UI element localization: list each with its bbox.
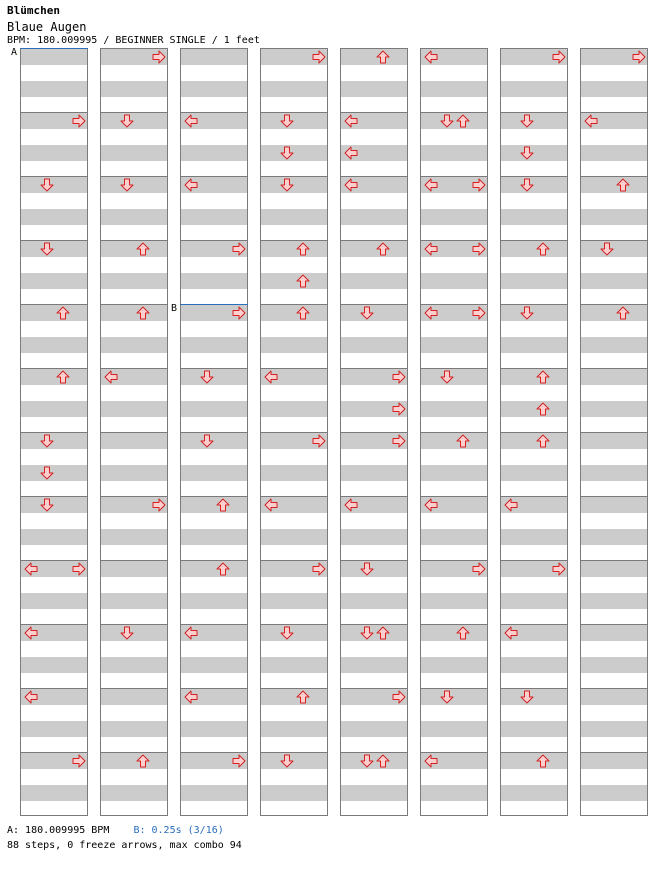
measure-line <box>181 240 247 241</box>
arrow-down-icon <box>280 178 294 192</box>
measure-line <box>181 112 247 113</box>
measure-line <box>341 496 407 497</box>
measure-line <box>501 112 567 113</box>
arrow-up-icon <box>536 434 550 448</box>
arrow-up-icon <box>136 242 150 256</box>
arrow-right-icon <box>232 306 246 320</box>
measure-line <box>581 304 647 305</box>
arrow-right-icon <box>632 50 646 64</box>
arrow-up-icon <box>536 402 550 416</box>
arrow-down-icon <box>40 466 54 480</box>
arrow-down-icon <box>280 114 294 128</box>
arrow-right-icon <box>152 498 166 512</box>
measure-line <box>101 688 167 689</box>
arrow-down-icon <box>520 146 534 160</box>
arrow-down-icon <box>440 370 454 384</box>
arrow-down-icon <box>440 114 454 128</box>
measure-line <box>341 176 407 177</box>
arrow-down-icon <box>40 242 54 256</box>
measure-line <box>181 624 247 625</box>
arrow-right-icon <box>552 562 566 576</box>
arrow-right-icon <box>472 306 486 320</box>
arrow-left-icon <box>104 370 118 384</box>
arrow-right-icon <box>392 402 406 416</box>
measure-line <box>101 560 167 561</box>
arrow-down-icon <box>280 626 294 640</box>
step-stats: 88 steps, 0 freeze arrows, max combo 94 <box>7 840 242 851</box>
measure-line <box>341 752 407 753</box>
arrow-left-icon <box>424 50 438 64</box>
measure-line <box>101 240 167 241</box>
bpm-line-b <box>180 304 248 305</box>
arrow-down-icon <box>520 178 534 192</box>
arrow-left-icon <box>504 498 518 512</box>
arrow-up-icon <box>376 754 390 768</box>
arrow-left-icon <box>344 146 358 160</box>
chart-column-5 <box>340 48 408 816</box>
bpm-line-a <box>20 48 88 49</box>
arrow-left-icon <box>424 242 438 256</box>
measure-line <box>581 560 647 561</box>
chart-column-6 <box>420 48 488 816</box>
measure-line <box>501 176 567 177</box>
chart-column-1 <box>20 48 88 816</box>
arrow-right-icon <box>472 242 486 256</box>
measure-line <box>421 112 487 113</box>
arrow-left-icon <box>424 178 438 192</box>
arrow-left-icon <box>344 498 358 512</box>
measure-line <box>21 240 87 241</box>
arrow-right-icon <box>312 434 326 448</box>
song-title: Blaue Augen <box>7 20 87 34</box>
measure-line <box>501 752 567 753</box>
measure-line <box>261 112 327 113</box>
measure-line <box>261 240 327 241</box>
arrow-right-icon <box>232 242 246 256</box>
arrow-right-icon <box>392 690 406 704</box>
arrow-down-icon <box>520 306 534 320</box>
measure-line <box>21 752 87 753</box>
arrow-left-icon <box>344 178 358 192</box>
measure-line <box>581 112 647 113</box>
measure-line <box>501 496 567 497</box>
arrow-down-icon <box>280 146 294 160</box>
measure-line <box>581 432 647 433</box>
arrow-left-icon <box>424 306 438 320</box>
arrow-left-icon <box>184 626 198 640</box>
measure-line <box>581 368 647 369</box>
arrow-left-icon <box>184 690 198 704</box>
measure-line <box>421 240 487 241</box>
arrow-right-icon <box>472 562 486 576</box>
arrow-up-icon <box>136 306 150 320</box>
arrow-down-icon <box>360 306 374 320</box>
arrow-left-icon <box>24 626 38 640</box>
measure-line <box>181 560 247 561</box>
arrow-right-icon <box>312 50 326 64</box>
measure-line <box>501 240 567 241</box>
arrow-right-icon <box>152 50 166 64</box>
measure-line <box>421 304 487 305</box>
bpm-summary <box>7 825 224 836</box>
measure-line <box>101 304 167 305</box>
measure-line <box>261 624 327 625</box>
measure-line <box>21 368 87 369</box>
song-artist: Blümchen <box>7 4 60 17</box>
measure-line <box>261 368 327 369</box>
measure-line <box>21 112 87 113</box>
measure-line <box>101 752 167 753</box>
arrow-up-icon <box>536 242 550 256</box>
arrow-down-icon <box>360 754 374 768</box>
arrow-down-icon <box>360 562 374 576</box>
arrow-left-icon <box>24 690 38 704</box>
measure-line <box>101 112 167 113</box>
arrow-left-icon <box>264 498 278 512</box>
measure-line <box>421 624 487 625</box>
arrow-down-icon <box>360 626 374 640</box>
measure-line <box>181 688 247 689</box>
chart-column-4 <box>260 48 328 816</box>
arrow-down-icon <box>120 178 134 192</box>
arrow-left-icon <box>184 178 198 192</box>
measure-line <box>581 240 647 241</box>
arrow-down-icon <box>120 114 134 128</box>
arrow-down-icon <box>600 242 614 256</box>
bpm-marker-a: A <box>11 47 18 58</box>
measure-line <box>421 752 487 753</box>
arrow-left-icon <box>264 370 278 384</box>
measure-line <box>261 176 327 177</box>
measure-line <box>341 112 407 113</box>
bpm-b-text: B: 0.25s (3/16) <box>133 825 224 836</box>
arrow-up-icon <box>616 306 630 320</box>
measure-line <box>261 688 327 689</box>
measure-line <box>21 496 87 497</box>
arrow-left-icon <box>584 114 598 128</box>
measure-line <box>21 624 87 625</box>
arrow-down-icon <box>200 434 214 448</box>
bpm-a-text: A: 180.009995 BPM <box>7 825 110 836</box>
arrow-down-icon <box>520 114 534 128</box>
arrow-up-icon <box>296 242 310 256</box>
measure-line <box>261 752 327 753</box>
measure-line <box>501 624 567 625</box>
arrow-up-icon <box>376 50 390 64</box>
arrow-up-icon <box>536 370 550 384</box>
arrow-up-icon <box>376 242 390 256</box>
measure-line <box>101 496 167 497</box>
arrow-left-icon <box>24 562 38 576</box>
arrow-up-icon <box>456 434 470 448</box>
arrow-down-icon <box>200 370 214 384</box>
chart-column-2 <box>100 48 168 816</box>
arrow-up-icon <box>296 306 310 320</box>
measure-line <box>501 560 567 561</box>
measure-line <box>581 624 647 625</box>
arrow-right-icon <box>312 562 326 576</box>
arrow-right-icon <box>552 50 566 64</box>
measure-line <box>261 496 327 497</box>
chart-column-3 <box>180 48 248 816</box>
measure-line <box>101 624 167 625</box>
measure-line <box>181 176 247 177</box>
measure-line <box>261 304 327 305</box>
measure-line <box>581 688 647 689</box>
measure-line <box>181 432 247 433</box>
measure-line <box>101 368 167 369</box>
arrow-up-icon <box>296 690 310 704</box>
measure-line <box>341 304 407 305</box>
measure-line <box>341 368 407 369</box>
measure-line <box>501 368 567 369</box>
arrow-down-icon <box>40 498 54 512</box>
arrow-right-icon <box>72 754 86 768</box>
arrow-up-icon <box>456 114 470 128</box>
arrow-down-icon <box>40 178 54 192</box>
measure-line <box>581 496 647 497</box>
chart-column-8 <box>580 48 648 816</box>
measure-line <box>341 240 407 241</box>
measure-line <box>101 176 167 177</box>
measure-line <box>261 560 327 561</box>
measure-line <box>341 432 407 433</box>
arrow-down-icon <box>120 626 134 640</box>
measure-line <box>181 496 247 497</box>
arrow-right-icon <box>72 562 86 576</box>
arrow-right-icon <box>392 370 406 384</box>
arrow-down-icon <box>280 754 294 768</box>
bpm-marker-b: B <box>171 303 178 314</box>
measure-line <box>421 688 487 689</box>
measure-line <box>581 176 647 177</box>
measure-line <box>421 432 487 433</box>
measure-line <box>501 432 567 433</box>
arrow-right-icon <box>232 754 246 768</box>
measure-line <box>21 176 87 177</box>
arrow-right-icon <box>472 178 486 192</box>
arrow-left-icon <box>424 754 438 768</box>
measure-line <box>101 432 167 433</box>
arrow-up-icon <box>136 754 150 768</box>
chart-info: BPM: 180.009995 / BEGINNER SINGLE / 1 feet <box>7 35 260 46</box>
measure-line <box>21 432 87 433</box>
measure-line <box>181 368 247 369</box>
measure-line <box>341 624 407 625</box>
arrow-left-icon <box>424 498 438 512</box>
arrow-up-icon <box>296 274 310 288</box>
measure-line <box>421 176 487 177</box>
measure-line <box>341 688 407 689</box>
measure-line <box>261 432 327 433</box>
measure-line <box>501 688 567 689</box>
arrow-left-icon <box>184 114 198 128</box>
measure-line <box>21 304 87 305</box>
measure-line <box>421 496 487 497</box>
arrow-down-icon <box>40 434 54 448</box>
arrow-up-icon <box>616 178 630 192</box>
chart-column-7 <box>500 48 568 816</box>
measure-line <box>21 560 87 561</box>
arrow-left-icon <box>504 626 518 640</box>
measure-line <box>21 688 87 689</box>
arrow-up-icon <box>216 562 230 576</box>
measure-line <box>501 304 567 305</box>
arrow-up-icon <box>536 754 550 768</box>
arrow-down-icon <box>520 690 534 704</box>
measure-line <box>421 368 487 369</box>
measure-line <box>341 560 407 561</box>
arrow-right-icon <box>392 434 406 448</box>
arrow-up-icon <box>56 370 70 384</box>
arrow-right-icon <box>72 114 86 128</box>
measure-line <box>421 560 487 561</box>
measure-line <box>181 752 247 753</box>
arrow-up-icon <box>456 626 470 640</box>
arrow-up-icon <box>216 498 230 512</box>
measure-line <box>581 752 647 753</box>
arrow-up-icon <box>376 626 390 640</box>
arrow-left-icon <box>344 114 358 128</box>
arrow-up-icon <box>56 306 70 320</box>
arrow-down-icon <box>440 690 454 704</box>
